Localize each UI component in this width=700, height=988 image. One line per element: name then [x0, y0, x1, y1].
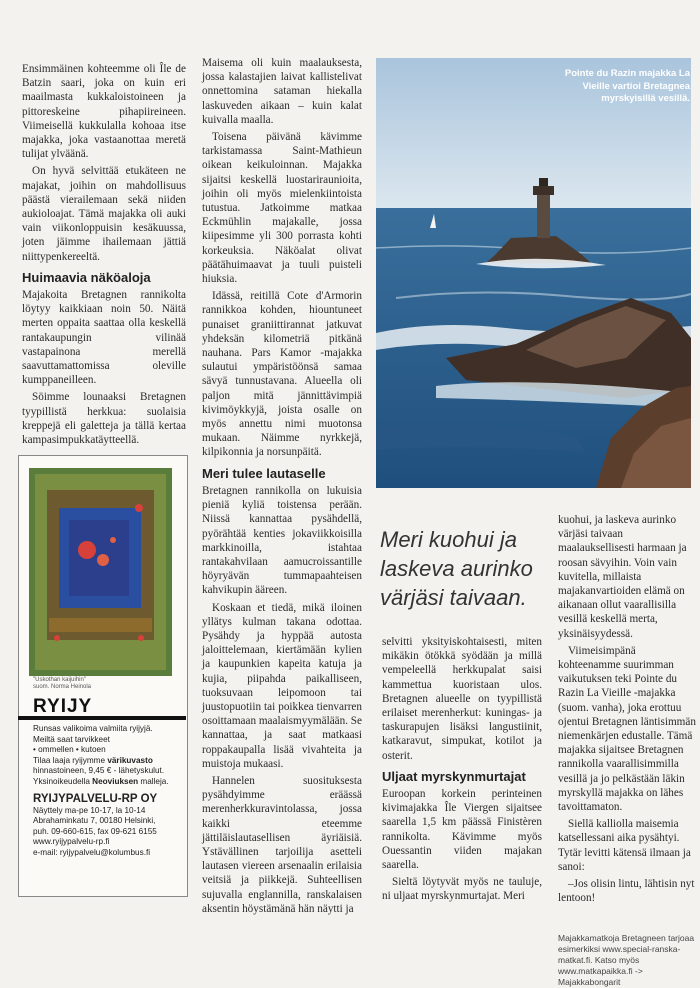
ad-text: Tilaa laaja ryijymme: [33, 755, 108, 765]
article-column-4: [558, 513, 700, 988]
body-paragraph: Viimeisimpänä kohteenamme suurimman vaikutuksen teki Pointe du Razin La Vieille -majakka (suom. vanha), joka erottuu ojentui Bretagnen läntisimmän niemenkärjen edustalle. Tämä majakka sijaitsee Bretagnen rannikolla vaarallisimmilla vesillä ja jo pelkästään läkin myrskyllä majakka on lähes tavoittamaton.: [558, 644, 696, 814]
body-paragraph: Euroopan korkein perinteinen kivimajakka Île Viergen sijaitsee saarella 1,5 km päässä Finistèren rannikolta. Kävimme myös Ouessantin viiden majakan saarella.: [382, 788, 542, 872]
body-paragraph: Söimme lounaaksi Bretagnen tyypillistä herkkua: suolaisia kreppejä eli galetteja ja tällä kertaa kampasimpukkatäytteellä.: [22, 391, 186, 447]
pull-quote: Meri kuohui ja laskeva aurinko värjäsi taivaan.: [380, 527, 533, 610]
body-paragraph: Siellä kalliolla maisemia katsellessani aika pysähtyi. Tytär levitti kätensä ilmaan ja sanoi:: [558, 818, 691, 873]
section-heading: Uljaat myrskynmurtajat: [382, 768, 526, 784]
ad-text-bold: Neoviuksen: [92, 776, 139, 786]
photo-caption: Pointe du Razin majakka La Vieille vartioi Bretagnea myrskyisillä vesillä.: [564, 68, 690, 104]
section-heading: Meri tulee lautaselle: [202, 465, 326, 481]
section-heading: Huimaavia näköaloja: [22, 269, 151, 285]
article-column-3: [382, 635, 542, 907]
body-paragraph: On hyvä selvittää etukäteen ne majakat, joihin on mahdollisuus päästä vierailemaan sekä niiden aukioloajat. Tämä majakka oli auki vain viikonloppuisin kesäkuussa, joten jäimme ihailemaan jättiä niittypenkereeltä.: [22, 165, 186, 263]
ad-line: [33, 777, 183, 788]
rug-caption-title: "Uskothan kaijuihin": [33, 677, 86, 683]
body-paragraph: Idässä, reitillä Cote d'Armorin rannikkoa kohden, hiountuneet punaiset graniittirannat jatkuvat yhdeksän kilometriä pitkänä nauhana. Pars Kamor -majakka sulautui ympäristöönsä samaa sävyä tunnustavana. Alueella oli paljon mitä jännittävimpiä kivimöykkyjä, joista osalle on myös annettu nimi muotonsa mukaan. Näimme nyrkkejä, kilpikonnia ja norsunpäitä.: [202, 290, 362, 459]
article-column-1: [22, 62, 186, 450]
body-paragraph: Koskaan et tiedä, mikä iloinen yllätys kulman takana odottaa. Pysähdy ja hyppää autosta jaloittelemaan, kiertämään kylien ja kaupunkien kapeita katuja ja kujia, piipahda paikalliseen, tuoksuvaan leipomoon tai juustopuotiin tai poikkea tienvarren osoittamaan maalaismyymälään. Se kannattaa, ja saat matkaasi roppakaupalla lisää vivahteita ja muistoja mukaasi.: [202, 601, 362, 770]
rug-caption-author: suom. Norma Heinola: [33, 684, 92, 690]
body-paragraph: Bretagnen rannikolla on lukuisia pieniä kyliä toistensa perään. Niissä kannattaa pysähdellä, pyörähtää kenties jokaviikkoisilla markkinoilla, istahtaa rantakahvilaan aamucroissantille höyryävän tummapaahteisen kahvikupin ääreen.: [202, 484, 362, 597]
travel-note: Majakkamatkoja Bretagneen tarjoaa esimerkiksi www.special-ranska-matkat.fi. Katso myös www.matkapaikka.fi -> Majakkabongarit: [558, 933, 695, 988]
ryijy-advertisement: [18, 455, 188, 897]
ad-text: Yksinoikeudella: [33, 776, 93, 786]
lighthouse-seascape-image: [376, 58, 691, 488]
ad-line: • ommellen • kutoen: [33, 745, 106, 755]
body-paragraph: Toisena päivänä kävimme tarkistamassa Saint-Mathieun oikean keikuloinnan. Majakka sijaitsi keskellä luostariraunioita, joihin oli myös mielenkiintoista tutustua. Jatkoimme matkaa Eckmühlin majakalle, jossa kiipesimme yli 300 porrasta kohti korkeuksia. Näköalat olivat päätähuimaavat ja tuuli puisteli hiuksia.: [202, 131, 362, 286]
ad-address: Abrahaminkatu 7, 00180 Helsinki,: [33, 816, 156, 826]
ad-email-link[interactable]: e-mail: ryijypalvelu@kolumbus.fi: [33, 847, 151, 857]
ad-company: RYIJYPALVELU-RP OY: [33, 792, 158, 805]
body-paragraph: –Jos olisin lintu, lähtisin nyt lentoon!: [558, 878, 695, 905]
body-paragraph: Ensimmäinen kohteemme oli Île de Batzin saari, joka on kuin eri maailmasta kukkaloistoineen ja pittoreskeine pihapiireineen. Viimeisellä kukkulalla kohoaa itse majakka, joka vastaanottaa meretä tulijat ylväänä.: [22, 63, 186, 161]
ad-body: [33, 724, 183, 859]
article-column-2: [202, 56, 362, 919]
ad-text: malleja.: [138, 776, 169, 786]
ad-phone: puh. 09-660-615, fax 09-621 6155: [33, 826, 157, 836]
ad-hours: Näyttely ma-pe 10-17, la 10-14: [33, 805, 146, 815]
ad-title: RYIJY: [33, 696, 93, 717]
ad-line: Meiltä saat tarvikkeet: [33, 734, 110, 744]
ad-line: [33, 756, 183, 767]
ad-divider: [18, 716, 186, 720]
body-paragraph: Maisema oli kuin maalauksesta, jossa kalastajien laivat kallistelivat onnettomina sataman hiekalla laskuveden aikaan – kuin kalat kuivalla maalla.: [202, 57, 362, 126]
rug-caption: [33, 677, 91, 691]
lighthouse-photo: [376, 58, 691, 488]
body-paragraph: kuohui, ja laskeva aurinko värjäsi taivaan maalauksellisesti harmaan ja roosan sävyihin. Voin vain kuvitella, millaista majakanvartioiden elämä on aikanaan ollut vaarallisilla vesillä keskellä merta, yksinäisyydessä.: [558, 514, 687, 640]
ad-text-bold: värikuvasto: [107, 755, 153, 765]
body-paragraph: Hannelen suosituksesta pysähdyimme eräässä merenherkkuravintolassa, jossa kaikki eteemme jättiläislautasellisen äyriäisiä. Ystävällinen tarjoilija asetteli lautasen viereen arsenaalin erilaisia veitsiä ja piikkejä. Suhteellisen sujuvalla englannilla, ranskalaisen aksentin höystämänä hän näytti ja: [202, 774, 362, 915]
body-paragraph: Majakoita Bretagnen rannikolta löytyy kaikkiaan noin 50. Näitä merten oppaita saattaa olla keskellä rantakaupungin vilinää vastapainona merellä saavuttamattomissa oleville kumppaneilleen.: [22, 289, 186, 387]
ad-website-link[interactable]: www.ryijypalvelu-rp.fi: [33, 837, 110, 847]
ad-line: hinnastoineen, 9,45 € - lähetyskulut.: [33, 766, 165, 776]
ad-line: Runsas valikoima valmiita ryijyjä.: [33, 724, 153, 733]
rug-image: [29, 468, 172, 676]
body-paragraph: Sieltä löytyvät myös ne tauluje, ni uljaat myrskynmurtajat. Meri: [382, 876, 542, 903]
body-paragraph: selvitti yksityiskohtaisesti, miten mikäkin ötökkä syödään ja millä vempeleellä herkkupalat saisi kammettua kuoristaan ulos. Bretagnen alueelle on tyypillistä erilaiset merenherkut: kuningas- ja taskurapujen lisäksi langustiinit, katkaravut, simpukat, kotilot ja osterit.: [382, 636, 542, 762]
